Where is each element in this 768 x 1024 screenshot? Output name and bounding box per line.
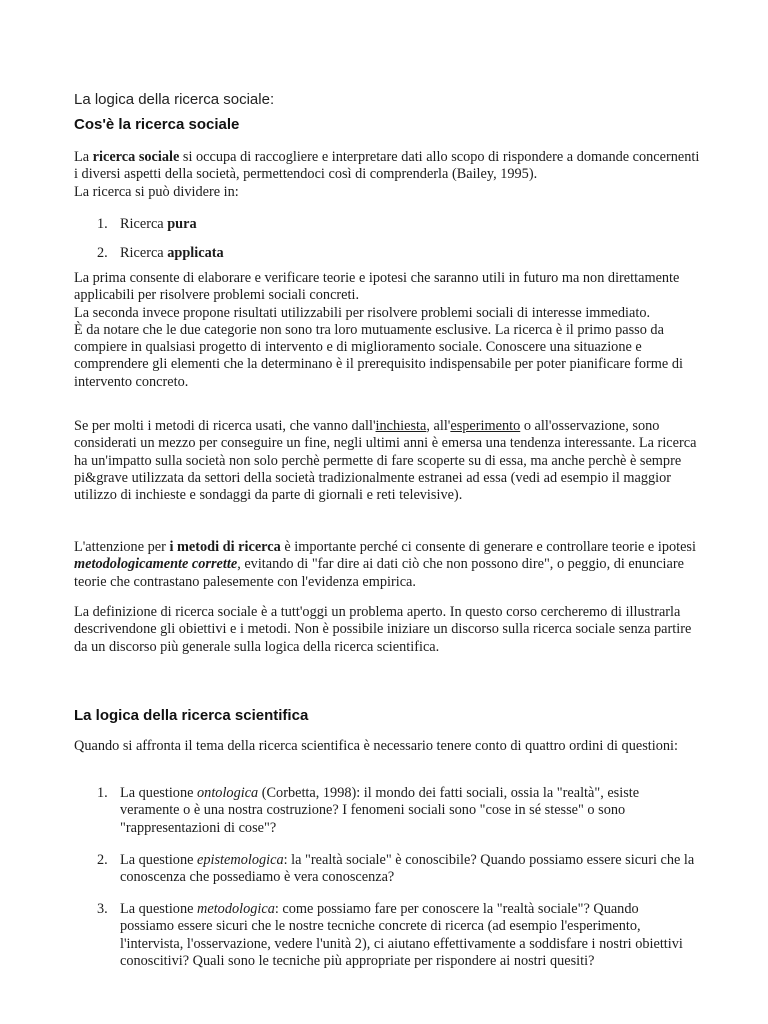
paragraph-text: è importante perché ci consente di generare e controllare teorie e ipotesi bbox=[280, 539, 696, 555]
list-text-rest: : come possiamo fare per conoscere la "realtà sociale"? Quando possiamo essere sicuri che le nostre tecniche concrete di ricerca (ad esempio l'esperimento, l'intervista, l'osservazione, vedere l'unità 2), ci aiutano effettivamente a soddisfare i nostri obiettivi conoscitivi? Quali sono le tecniche più appropriate per rispondere ai nostri quesiti? bbox=[120, 901, 683, 969]
list-italic: ontologica bbox=[197, 785, 259, 801]
list-number: 1. bbox=[97, 785, 108, 801]
list-text: Ricerca bbox=[120, 216, 168, 232]
paragraph-line: La prima consente di elaborare e verificare teorie e ipotesi che saranno utili in futuro ma non direttamente applicabili per risolvere problemi sociali concreti. bbox=[74, 270, 680, 304]
intro-text: La bbox=[74, 149, 93, 165]
intro-text-rest: si occupa di raccogliere e interpretare dati allo scopo di rispondere a domande concernenti i diversi aspetti della società, permettendoci così di comprenderla (Bailey, 1995). bbox=[74, 149, 700, 183]
paragraph-text: o all'osservazione, sono considerati un mezzo per conseguire un fine, negli ultimi anni è emersa una tendenza interessante. La ricerca ha un'impatto sulla società non solo perchè permette di fare scoperte su di essa, ma anche perchè è sempre pi&grave utilizzata da settori della società tradizionalmente estranei ad essa (vedi ad esempio il maggior utilizzo di inchieste e sondaggi da parte di giornali e reti televisive). bbox=[74, 418, 697, 504]
list-number: 3. bbox=[97, 901, 108, 917]
paragraph-questioni bbox=[74, 738, 704, 755]
list-italic: epistemologica bbox=[197, 852, 284, 868]
paragraph-metodi bbox=[74, 418, 704, 504]
paragraph-line: È da notare che le due categorie non sono tra loro mutuamente esclusive. La ricerca è il primo passo da compiere in qualsiasi progetto di intervento e di miglioramento sociale. Conoscere una situazione e comprendere gli elementi che la determinano è il prerequisito indispensabile per poter pianificare forme di intervento concreto. bbox=[74, 321, 683, 390]
page-title: La logica della ricerca sociale: bbox=[74, 91, 275, 108]
bold-term: i metodi di ricerca bbox=[169, 539, 281, 555]
list-text: La questione bbox=[120, 785, 198, 801]
section-heading-ricerca-sociale: Cos'è la ricerca sociale bbox=[74, 116, 240, 133]
list-bold: pura bbox=[167, 216, 197, 232]
paragraph-text: La definizione di ricerca sociale è a tutt'oggi un problema aperto. In questo corso cercheremo di illustrarla descrivendone gli obiettivi e i metodi. Non è possibile iniziare un discorso sulla ricerca sociale senza partire da un discorso più generale sulla logica della ricerca scientifica. bbox=[74, 604, 692, 655]
list-italic: metodologica bbox=[197, 901, 275, 917]
paragraph-text: Se per molti i metodi di ricerca usati, che vanno dall' bbox=[74, 418, 376, 434]
list-text: La questione bbox=[120, 901, 198, 917]
list-text-rest: (Corbetta, 1998): il mondo dei fatti sociali, ossia la "realtà", esiste veramente o è una nostra costruzione? I fenomeni sociali sono "cose in sé stesse" o sono "rappresentazioni di cose"? bbox=[120, 785, 640, 836]
list-number: 1. bbox=[97, 216, 108, 232]
paragraph-text: Quando si affronta il tema della ricerca scientifica è necessario tenere conto di quattro ordini di questioni: bbox=[74, 738, 678, 754]
intro-paragraph bbox=[74, 149, 704, 201]
paragraph-line: La seconda invece propone risultati utilizzabili per risolvere problemi sociali di interesse immediato. bbox=[74, 304, 651, 321]
section-heading-ricerca-scientifica: La logica della ricerca scientifica bbox=[74, 707, 309, 724]
paragraph-categorie bbox=[74, 270, 704, 391]
list-bold: applicata bbox=[167, 245, 224, 261]
paragraph-text: , evitando di "far dire ai dati ciò che non possono dire", o peggio, di enunciare teorie che contrastano palesemente con l'evidenza empirica. bbox=[74, 556, 684, 590]
list-text-rest: : la "realtà sociale" è conoscibile? Quando possiamo essere sicuri che la conoscenza che possediamo è vera conoscenza? bbox=[120, 852, 695, 886]
paragraph-definizione bbox=[74, 604, 704, 656]
intro-line2: La ricerca si può dividere in: bbox=[74, 183, 239, 200]
intro-bold-term: ricerca sociale bbox=[92, 149, 180, 165]
paragraph-attenzione bbox=[74, 539, 704, 591]
list-number: 2. bbox=[97, 245, 108, 261]
list-text: Ricerca bbox=[120, 245, 168, 261]
paragraph-text: L'attenzione per bbox=[74, 539, 170, 555]
bold-italic-term: metodologicamente corrette bbox=[74, 556, 238, 573]
list-number: 2. bbox=[97, 852, 108, 868]
esperimento-link[interactable]: esperimento bbox=[450, 418, 521, 434]
list-text: La questione bbox=[120, 852, 198, 868]
inchiesta-link[interactable]: inchiesta bbox=[375, 418, 427, 434]
paragraph-text: , all' bbox=[426, 418, 451, 434]
